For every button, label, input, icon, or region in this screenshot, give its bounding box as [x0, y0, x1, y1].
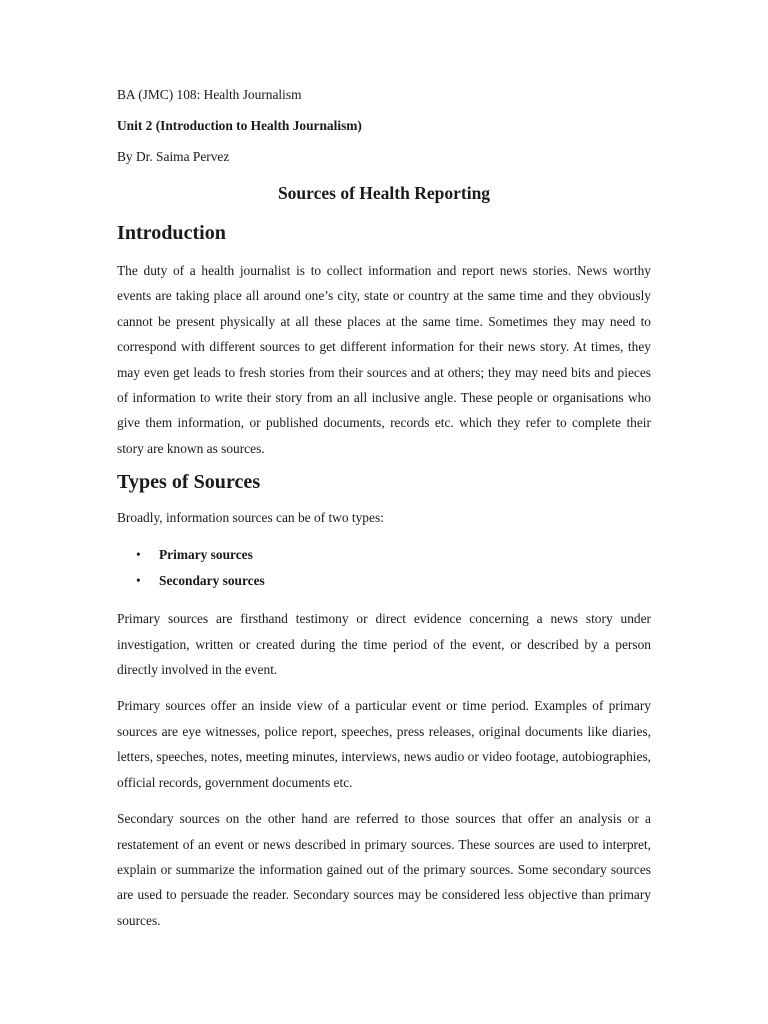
introduction-heading: Introduction: [117, 222, 226, 244]
list-item-label: Secondary sources: [159, 573, 265, 589]
document-title: Sources of Health Reporting: [277, 183, 491, 203]
bullet-icon: •: [136, 547, 141, 563]
types-heading: Types of Sources: [117, 471, 261, 494]
source-types-list: [117, 542, 651, 594]
author-line: By Dr. Saima Pervez: [117, 149, 230, 164]
primary-definition-paragraph: Primary sources are firsthand testimony or direct evidence concerning a news story under investigation, written or created during the time period of the event, or described by a person directly involved in the event.: [117, 611, 651, 678]
list-item-label: Primary sources: [159, 547, 253, 563]
introduction-paragraph: The duty of a health journalist is to collect information and report news stories. News worthy events are taking place all around one’s city, state or country at the same time and they obviously cannot be present physically at all these places at the same time. Sometimes they may need to correspond with different sources to get different information for their news story. At times, they may even get leads to fresh stories from their sources and at others; they may need bits and pieces of information to write their story from an all inclusive angle. These people or organisations who give them information, or published documents, records etc. which they refer to complete their story are known as sources.: [117, 263, 651, 456]
document-body: [117, 84, 651, 944]
types-intro: Broadly, information sources can be of two types:: [117, 510, 384, 526]
secondary-definition-paragraph: Secondary sources on the other hand are referred to those sources that offer an analysis or a restatement of an event or news described in primary sources. These sources are used to interpret, explain or summarize the information gained out of the primary sources. Some secondary sources are used to persuade the reader. Secondary sources may be considered less objective than primary sources.: [117, 811, 651, 928]
course-line: BA (JMC) 108: Health Journalism: [117, 87, 302, 102]
list-item: [117, 568, 651, 594]
list-item: [117, 542, 651, 568]
primary-examples-paragraph: Primary sources offer an inside view of a particular event or time period. Examples of primary sources are eye witnesses, police report, speeches, press releases, original documents like diaries, letters, speeches, notes, meeting minutes, interviews, news audio or video footage, autobiographies, official records, government documents etc.: [117, 698, 651, 790]
unit-line: Unit 2 (Introduction to Health Journalism): [117, 118, 362, 133]
bullet-icon: •: [136, 573, 141, 589]
